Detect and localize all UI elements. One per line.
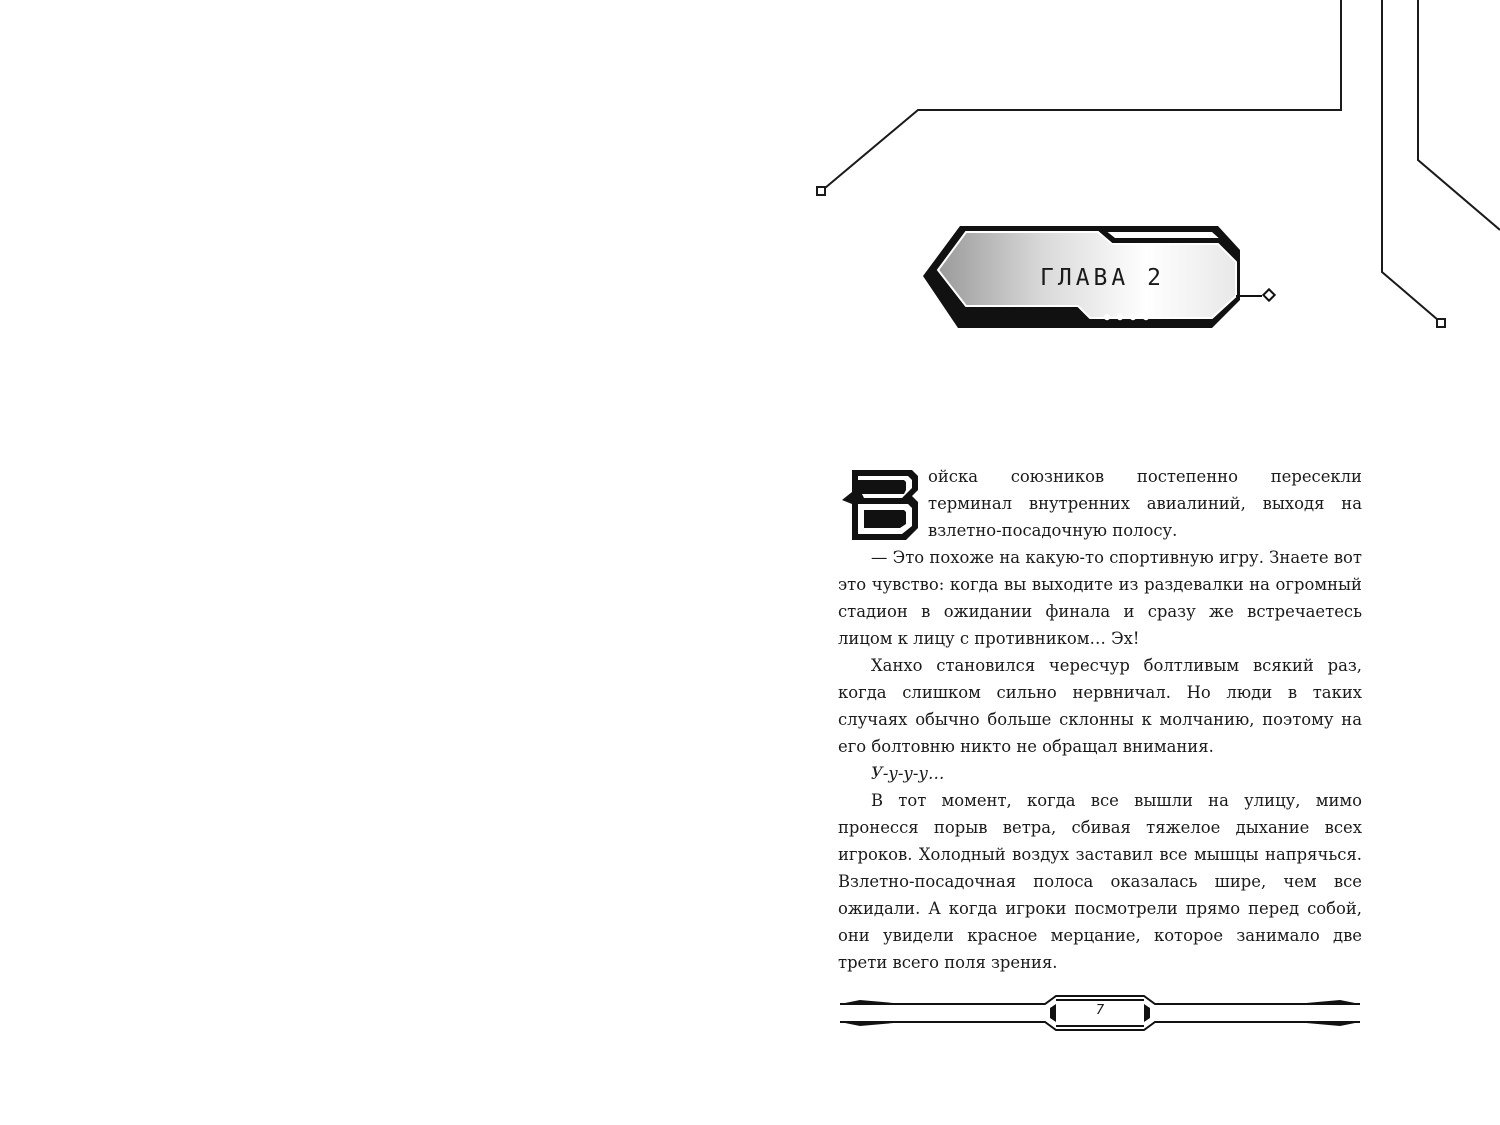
- paragraph-5: В тот момент, когда все вышли на улицу, мимо пронесся порыв ветра, сбивая тяжелое дыхание всех игроков. Холодный воздух заставил все мышцы напрячься. Взлетно-посадочная полоса оказалась шире, чем все ожидали. А когда игроки посмотрели прямо перед собой, они увидели красное мерцание, которое занимало две трети всего поля зрения.: [838, 791, 1362, 972]
- paragraph-3: Ханхо становился чересчур болтливым всякий раз, когда слишком сильно нервничал. Но люди в таких случаях обычно больше склонны к молчанию, поэтому на его болтовню никто не обращал внимания.: [838, 656, 1362, 756]
- paragraph-2: — Это похоже на какую-то спортивную игру. Знаете вот это чувство: когда вы выходите из раздевалки на огромный стадион в ожидании финала и сразу же встречаетесь лицом к лицу с противником… Эх!: [838, 548, 1362, 648]
- paragraph-1-text: ойска союзников постепенно пересекли терминал внутренних авиалиний, выходя на взлетно-посадочную полосу.: [928, 467, 1362, 540]
- paragraph-4: У-у-у-у…: [871, 764, 945, 783]
- page-number: 7: [1095, 1003, 1105, 1018]
- chapter-title: ГЛАВА 2: [1040, 265, 1165, 291]
